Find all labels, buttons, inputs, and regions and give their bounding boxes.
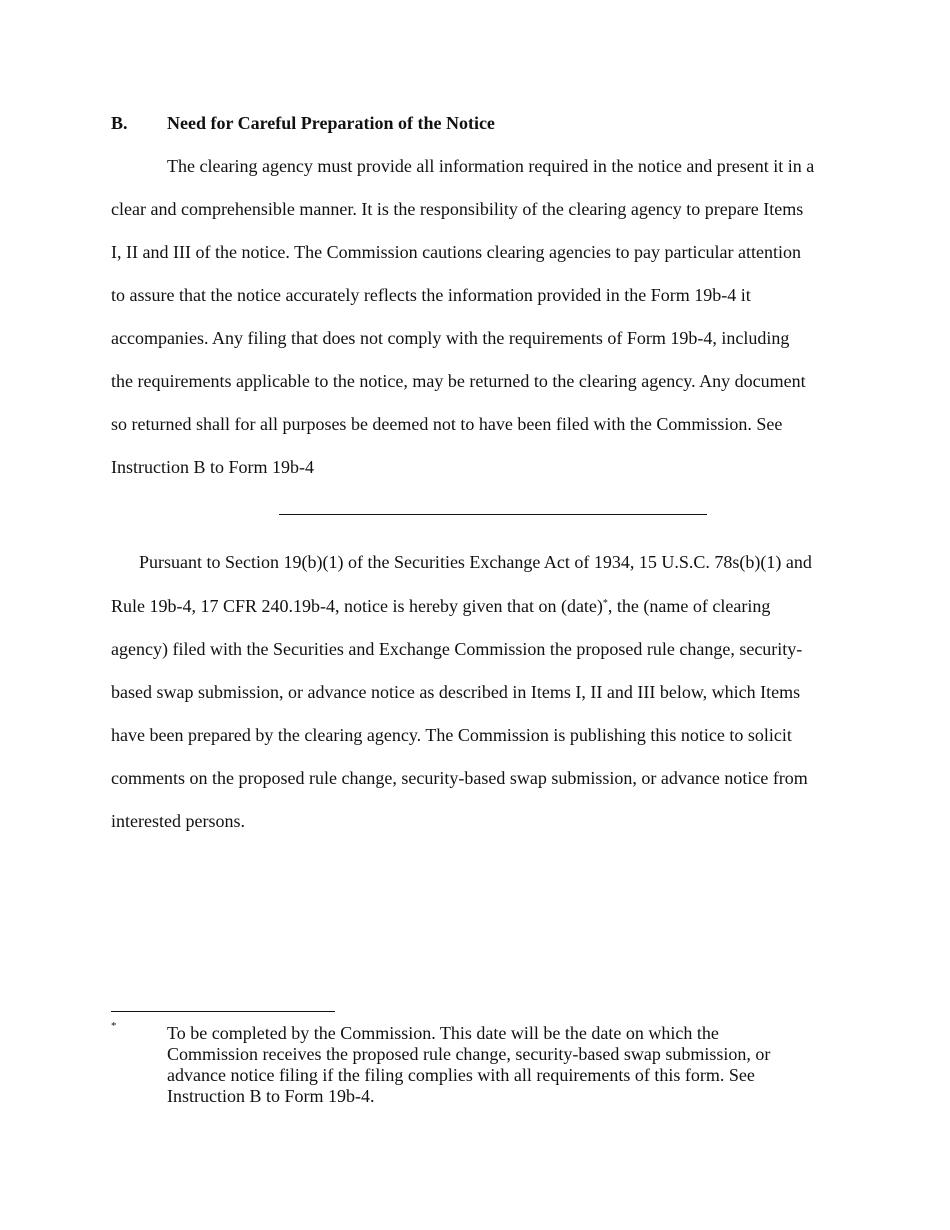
footnote-line: To be completed by the Commission. This date will be the date on which the — [167, 1023, 719, 1043]
section-heading — [111, 112, 495, 134]
footnote-line: Instruction B to Form 19b-4. — [167, 1086, 375, 1106]
paragraph2-line-with-footnote — [111, 595, 770, 617]
footnote-line: advance notice filing if the filing complies with all requirements of this form. See — [167, 1065, 755, 1085]
paragraph1-line: clear and comprehensible manner. It is the responsibility of the clearing agency to prepare Items — [111, 199, 804, 219]
paragraph1-line: to assure that the notice accurately reflects the information provided in the Form 19b-4 it — [111, 285, 751, 305]
footnote-mark: * — [111, 1020, 117, 1032]
paragraph1-line: I, II and III of the notice. The Commission cautions clearing agencies to pay particular attention — [111, 242, 801, 262]
paragraph1-line: The clearing agency must provide all information required in the notice and present it in a — [167, 156, 815, 176]
footnote-reference: * — [602, 598, 608, 609]
paragraph2-line: agency) filed with the Securities and Exchange Commission the proposed rule change, security- — [111, 639, 803, 659]
footnote-rule — [111, 1011, 335, 1012]
section-number: B. — [111, 113, 128, 133]
paragraph2-text: , the (name of clearing — [607, 596, 771, 616]
paragraph2-line: interested persons. — [111, 811, 245, 831]
separator-rule — [279, 514, 707, 515]
section-title: Need for Careful Preparation of the Notice — [167, 113, 495, 133]
paragraph2-line: Pursuant to Section 19(b)(1) of the Securities Exchange Act of 1934, 15 U.S.C. 78s(b)(1) and — [139, 552, 812, 572]
paragraph1-line: so returned shall for all purposes be deemed not to have been filed with the Commission. See — [111, 414, 783, 434]
paragraph2-line: based swap submission, or advance notice as described in Items I, II and III below, which Items — [111, 682, 801, 702]
footnote-line: Commission receives the proposed rule change, security-based swap submission, or — [167, 1044, 771, 1064]
paragraph2-line: comments on the proposed rule change, security-based swap submission, or advance notice from — [111, 768, 808, 788]
paragraph1-line: Instruction B to Form 19b-4 — [111, 457, 314, 477]
paragraph1-line: the requirements applicable to the notice, may be returned to the clearing agency. Any document — [111, 371, 806, 391]
paragraph1-line: accompanies. Any filing that does not comply with the requirements of Form 19b-4, including — [111, 328, 790, 348]
paragraph2-text: Rule 19b-4, 17 CFR 240.19b-4, notice is hereby given that on (date) — [111, 596, 603, 616]
paragraph2-line: have been prepared by the clearing agency. The Commission is publishing this notice to solicit — [111, 725, 792, 745]
